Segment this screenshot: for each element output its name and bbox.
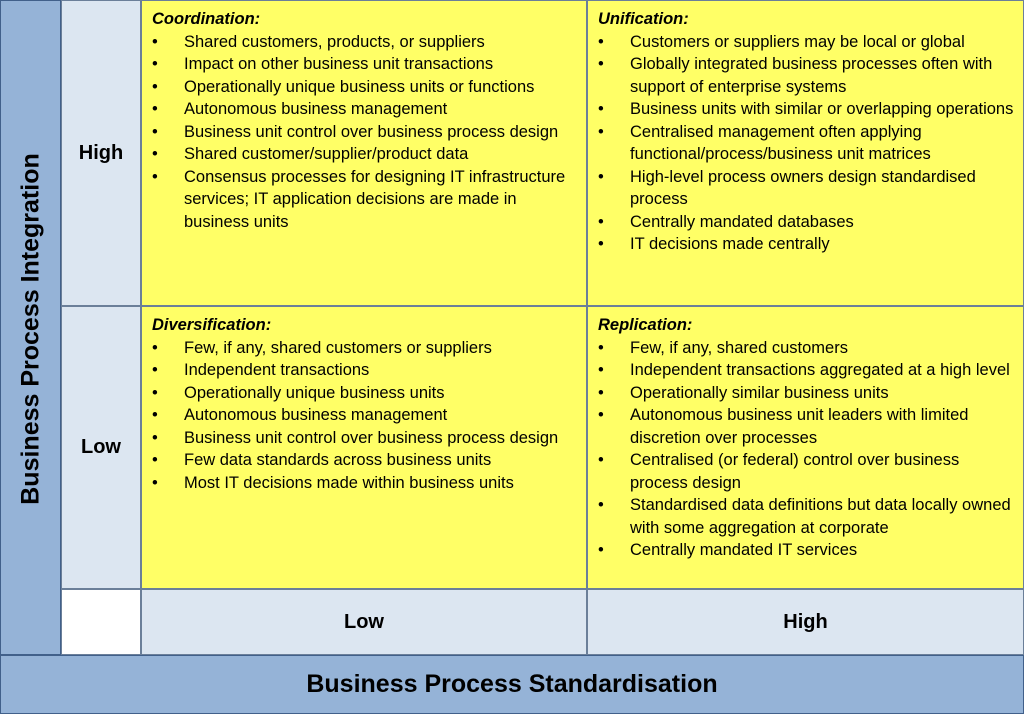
list-item: • Standardised data definitions but data locally owned with some aggregation at corporate: [598, 494, 1017, 539]
row-label-low: Low: [61, 306, 141, 589]
col-label-low: Low: [141, 589, 587, 655]
list-item: • Business units with similar or overlapping operations: [598, 98, 1017, 121]
quadrant-list: [598, 337, 1017, 562]
col-label-high: High: [587, 589, 1024, 655]
list-item: • Few, if any, shared customers: [598, 337, 1017, 360]
list-item: • Operationally similar business units: [598, 382, 1017, 405]
list-item: • Autonomous business unit leaders with limited discretion over processes: [598, 404, 1017, 449]
list-item: • Business unit control over business process design: [152, 121, 580, 144]
quadrant-title: Coordination:: [152, 10, 261, 28]
x-axis-band: [0, 655, 1024, 714]
list-item: • Centrally mandated IT services: [598, 539, 1017, 562]
list-item: • High-level process owners design standardised process: [598, 166, 1017, 211]
list-item: • Customers or suppliers may be local or global: [598, 31, 1017, 54]
list-item: • Centrally mandated databases: [598, 211, 1017, 234]
list-item: • Few, if any, shared customers or suppliers: [152, 337, 580, 360]
quadrant-title: Diversification:: [152, 316, 272, 334]
quadrant-list: [152, 31, 580, 234]
list-item: • Operationally unique business units or functions: [152, 76, 580, 99]
quadrant-title: Replication:: [598, 316, 693, 334]
list-item: • Autonomous business management: [152, 404, 580, 427]
list-item: • Globally integrated business processes often with support of enterprise systems: [598, 53, 1017, 98]
quadrant-list: [598, 31, 1017, 256]
quadrant-list: [152, 337, 580, 495]
quadrant-replication: [587, 306, 1024, 589]
y-axis-band: [0, 0, 61, 655]
list-item: • Centralised (or federal) control over business process design: [598, 449, 1017, 494]
list-item: • IT decisions made centrally: [598, 233, 1017, 256]
list-item: • Few data standards across business units: [152, 449, 580, 472]
list-item: • Independent transactions aggregated at a high level: [598, 359, 1017, 382]
list-item: • Autonomous business management: [152, 98, 580, 121]
quadrant-unification: [587, 0, 1024, 306]
list-item: • Operationally unique business units: [152, 382, 580, 405]
quadrant-coordination: [141, 0, 587, 306]
quadrant-diversification: [141, 306, 587, 589]
list-item: • Business unit control over business process design: [152, 427, 580, 450]
x-axis-title: Business Process Standardisation: [306, 670, 718, 698]
y-axis-title: Business Process Integration: [16, 153, 45, 505]
list-item: • Shared customers, products, or suppliers: [152, 31, 580, 54]
empty-corner-cell: [61, 589, 141, 655]
list-item: • Impact on other business unit transactions: [152, 53, 580, 76]
list-item: • Consensus processes for designing IT infrastructure services; IT application decisions are made in business units: [152, 166, 580, 234]
list-item: • Centralised management often applying functional/process/business unit matrices: [598, 121, 1017, 166]
quadrant-title: Unification:: [598, 10, 689, 28]
list-item: • Most IT decisions made within business units: [152, 472, 580, 495]
list-item: • Shared customer/supplier/product data: [152, 143, 580, 166]
list-item: • Independent transactions: [152, 359, 580, 382]
row-label-high: High: [61, 0, 141, 306]
